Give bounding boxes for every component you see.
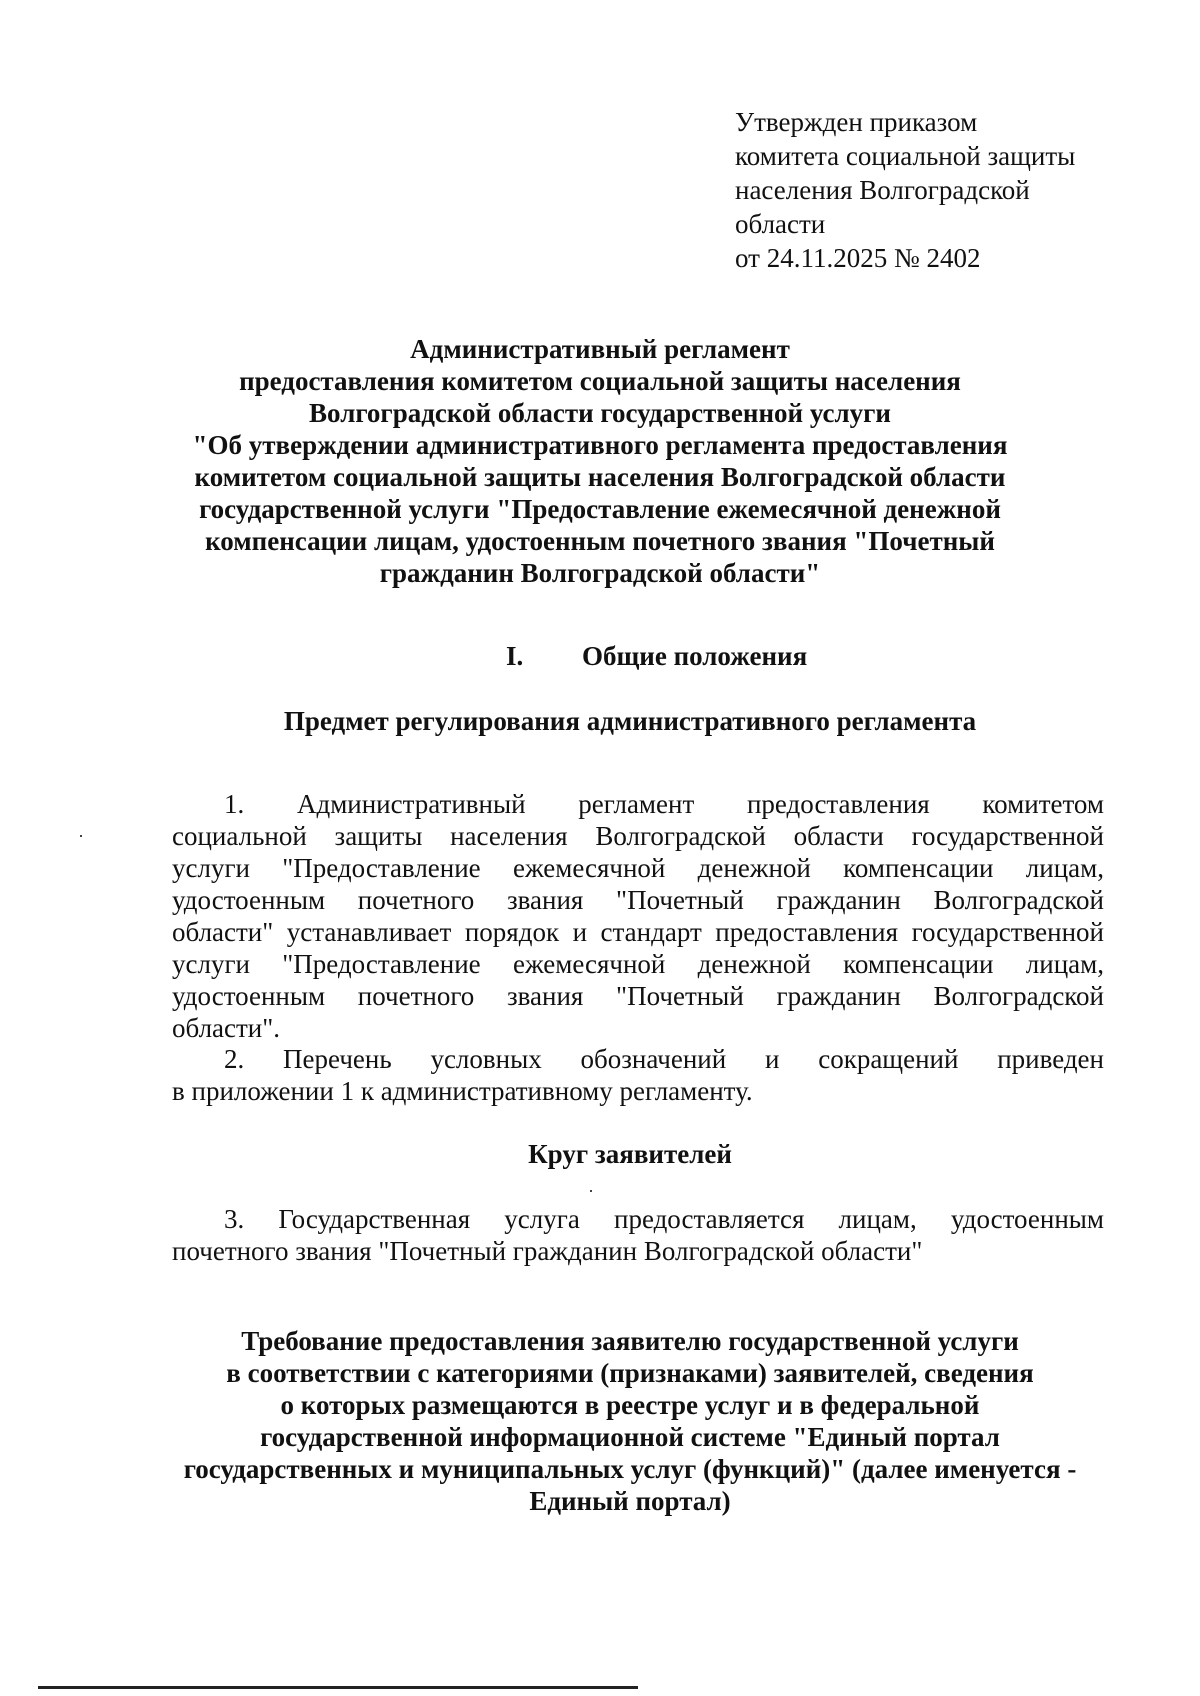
paragraph-line: 2. Перечень условных обозначений и сокращений приведен	[224, 1044, 1104, 1074]
paragraph-line: области".	[172, 1013, 281, 1043]
section-number: I.	[506, 641, 524, 671]
approval-stamp	[735, 105, 1135, 275]
title-line: государственной услуги "Предоставление ежемесячной денежной	[199, 494, 1001, 524]
requirement-line: в соответствии с категориями (признаками) заявителей, сведения	[226, 1358, 1034, 1388]
requirement-line: государственных и муниципальных услуг (функций)" (далее именуется -	[183, 1454, 1077, 1484]
paragraph-1	[172, 788, 1104, 1044]
approval-line: населения Волгоградской	[735, 175, 1030, 205]
subheading-applicants: Круг заявителей	[528, 1139, 732, 1169]
requirement-heading	[150, 1325, 1110, 1517]
title-line: гражданин Волгоградской области"	[379, 558, 821, 588]
bottom-rule	[38, 1686, 638, 1689]
title-line: Административный регламент	[410, 334, 790, 364]
paragraph-line: услуги "Предоставление ежемесячной денежной компенсации лицам,	[172, 853, 1104, 883]
paragraph-line: области" устанавливает порядок и стандарт предоставления государственной	[172, 917, 1104, 947]
title-line: компенсации лицам, удостоенным почетного звания "Почетный	[205, 526, 995, 556]
document-title	[150, 333, 1050, 589]
section-title: Общие положения	[582, 641, 808, 671]
title-line: "Об утверждении административного регламента предоставления	[192, 430, 1008, 460]
subheading-subject: Предмет регулирования административного регламента	[283, 706, 977, 736]
requirement-line: Требование предоставления заявителю государственной услуги	[241, 1326, 1019, 1356]
scan-speck	[590, 1190, 592, 1192]
paragraph-line: социальной защиты населения Волгоградской области государственной	[172, 821, 1104, 851]
scan-speck	[80, 835, 82, 837]
title-line: Волгоградской области государственной услуги	[309, 398, 891, 428]
approval-line: области	[735, 209, 826, 239]
paragraph-3	[172, 1203, 1104, 1267]
title-line: комитетом социальной защиты населения Волгоградской области	[194, 462, 1006, 492]
approval-line: комитета социальной защиты	[735, 141, 1076, 171]
paragraph-line: удостоенным почетного звания "Почетный гражданин Волгоградской	[172, 981, 1104, 1011]
requirement-line: Единый портал)	[529, 1486, 731, 1516]
paragraph-line: почетного звания "Почетный гражданин Волгоградской области"	[172, 1236, 923, 1266]
requirement-line: о которых размещаются в реестре услуг и в федеральной	[280, 1390, 980, 1420]
paragraph-line: удостоенным почетного звания "Почетный гражданин Волгоградской	[172, 885, 1104, 915]
paragraph-line: 1. Административный регламент предоставления комитетом	[224, 789, 1104, 819]
title-line: предоставления комитетом социальной защиты населения	[239, 366, 961, 396]
approval-line: от 24.11.2025 № 2402	[735, 243, 981, 273]
approval-line: Утвержден приказом	[735, 107, 978, 137]
paragraph-line: в приложении 1 к административному регламенту.	[172, 1076, 753, 1106]
paragraph-line: 3. Государственная услуга предоставляется лицам, удостоенным	[224, 1204, 1104, 1234]
requirement-line: государственной информационной системе "Единый портал	[260, 1422, 1000, 1452]
paragraph-line: услуги "Предоставление ежемесячной денежной компенсации лицам,	[172, 949, 1104, 979]
paragraph-2	[172, 1043, 1104, 1107]
